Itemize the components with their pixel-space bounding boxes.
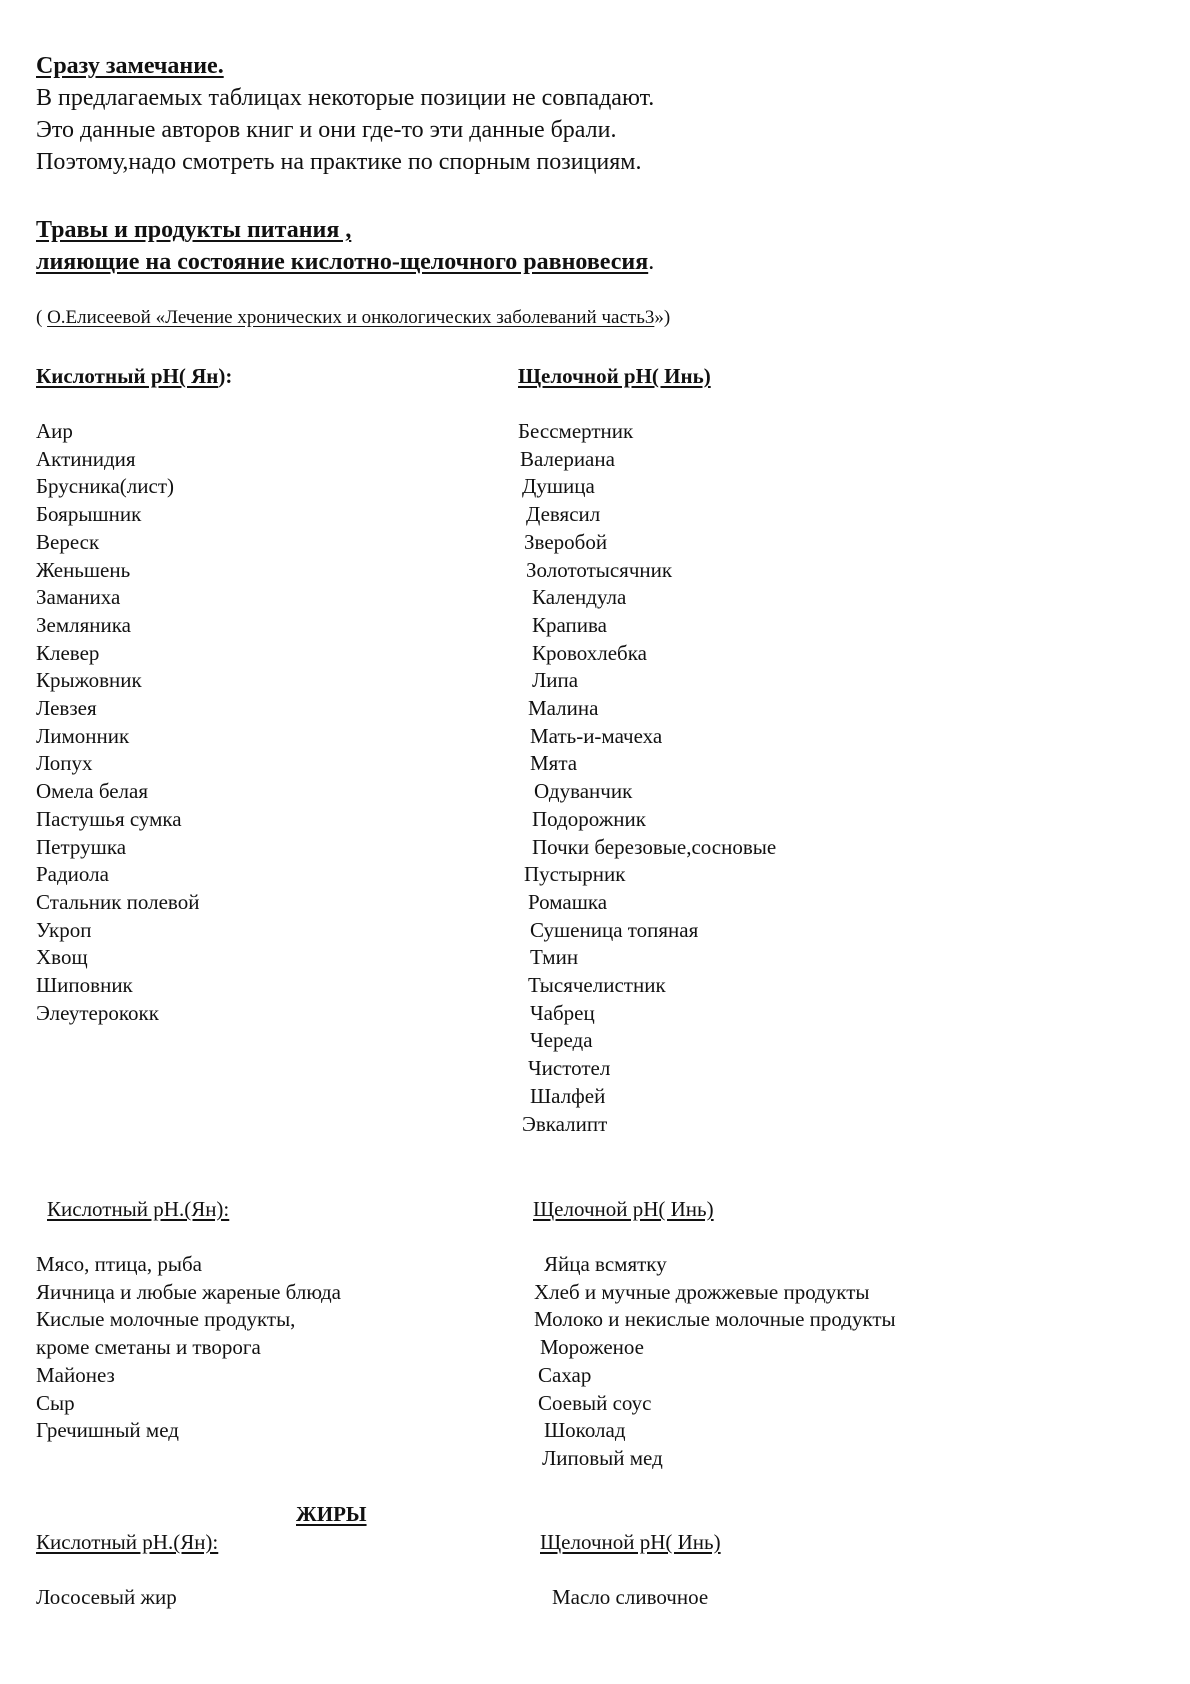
list-item: Тмин	[530, 945, 579, 970]
list-item: Почки березовые,сосновые	[532, 834, 777, 859]
list-item: Радиола	[36, 862, 109, 887]
list-item: Мороженое	[540, 1335, 644, 1360]
list-item: Подорожник	[532, 806, 646, 831]
list-item: Майонез	[36, 1362, 115, 1387]
list-item: Золототысячник	[526, 557, 673, 582]
list-item: Кровохлебка	[532, 640, 647, 665]
list-item: Левзея	[36, 696, 97, 721]
note-line-3: Поэтому,надо смотреть на практике по спорным позициям.	[36, 149, 642, 175]
list-item: Актинидия	[36, 446, 136, 471]
fats-acid-list	[36, 1584, 177, 1612]
list-item: Эвкалипт	[522, 1111, 608, 1136]
list-item: Сыр	[36, 1390, 75, 1415]
list-item: Стальник полевой	[36, 889, 200, 914]
fats-alkaline-header: Щелочной рН( Инь)	[540, 1530, 721, 1554]
foods-alkaline-list	[534, 1251, 896, 1473]
fats-alkaline-list	[552, 1584, 708, 1612]
list-item: Соевый соус	[538, 1390, 652, 1415]
list-item: Аир	[36, 419, 73, 443]
list-item: Бессмертник	[518, 419, 634, 443]
list-item: Молоко и некислые молочные продукты	[534, 1307, 896, 1332]
herbs-alkaline-header: Щелочной рН( Инь)	[518, 364, 711, 388]
list-item: Чабрец	[530, 1000, 595, 1025]
list-item: Пастушья сумка	[36, 806, 182, 831]
list-item: Мята	[530, 751, 578, 776]
fats-acid-header: Кислотный рН.(Ян):	[36, 1530, 219, 1554]
list-item: Заманиха	[36, 585, 121, 610]
herbs-acid-header: Кислотный рН( Ян):	[36, 364, 233, 388]
list-item: Мясо, птица, рыба	[36, 1252, 202, 1276]
list-item: Укроп	[36, 917, 92, 942]
list-item: кроме сметаны и творога	[36, 1335, 261, 1360]
list-item: Гречишный мед	[36, 1418, 179, 1443]
list-item: Масло сливочное	[552, 1585, 709, 1609]
list-item: Ромашка	[528, 889, 608, 914]
list-item: Лимонник	[36, 723, 130, 748]
heading-line-2: лияющие на состояние кислотно-щелочного равновесия.	[36, 249, 655, 275]
list-item: Душица	[522, 474, 595, 499]
list-item: Шалфей	[530, 1083, 606, 1108]
source-citation: ( О.Елисеевой «Лечение хронических и онкологических заболеваний часть3»)	[36, 307, 671, 328]
list-item: Омела белая	[36, 779, 149, 804]
note-title: Сразу замечание.	[36, 53, 224, 79]
heading-line-1: Травы и продукты питания ,	[36, 217, 352, 243]
list-item: Тысячелистник	[528, 973, 666, 998]
list-item: Земляника	[36, 612, 131, 637]
list-item: Кислые молочные продукты,	[36, 1307, 296, 1332]
list-item: Мать-и-мачеха	[530, 723, 663, 748]
note-line-2: Это данные авторов книг и они где-то эти данные брали.	[36, 117, 617, 143]
fats-title: ЖИРЫ	[296, 1502, 367, 1526]
list-item: Хвощ	[36, 945, 88, 970]
list-item: Пустырник	[524, 862, 626, 887]
list-item: Одуванчик	[534, 779, 633, 804]
list-item: Чистотел	[528, 1056, 611, 1081]
list-item: Элеутерококк	[36, 1000, 159, 1025]
list-item: Клевер	[36, 640, 100, 665]
herbs-alkaline-list	[518, 418, 776, 1138]
list-item: Боярышник	[36, 502, 142, 527]
list-item: Малина	[528, 696, 599, 721]
foods-acid-list	[36, 1251, 341, 1445]
list-item: Липа	[532, 668, 579, 693]
list-item: Шоколад	[544, 1418, 626, 1443]
herbs-acid-list	[36, 418, 199, 1027]
list-item: Яйца всмятку	[544, 1252, 667, 1276]
list-item: Петрушка	[36, 834, 127, 859]
list-item: Женьшень	[36, 557, 131, 582]
list-item: Брусника(лист)	[36, 474, 174, 499]
list-item: Яичница и любые жареные блюда	[36, 1279, 341, 1304]
foods-alkaline-header: Щелочной рН( Инь)	[533, 1197, 714, 1221]
list-item: Липовый мед	[542, 1445, 663, 1470]
foods-acid-header: Кислотный рН.(Ян):	[47, 1197, 230, 1221]
list-item: Зверобой	[524, 529, 608, 554]
list-item: Валериана	[520, 446, 615, 471]
list-item: Девясил	[526, 502, 601, 527]
list-item: Вереск	[36, 529, 100, 554]
list-item: Череда	[530, 1028, 593, 1053]
list-item: Крапива	[532, 612, 607, 637]
list-item: Календула	[532, 585, 627, 610]
note-line-1: В предлагаемых таблицах некоторые позиции не совпадают.	[36, 85, 655, 111]
list-item: Сахар	[538, 1362, 592, 1387]
list-item: Лососевый жир	[36, 1585, 177, 1609]
list-item: Сушеница топяная	[530, 917, 699, 942]
list-item: Шиповник	[36, 973, 133, 998]
list-item: Хлеб и мучные дрожжевые продукты	[534, 1279, 870, 1304]
list-item: Лопух	[36, 751, 93, 776]
list-item: Крыжовник	[36, 668, 142, 693]
